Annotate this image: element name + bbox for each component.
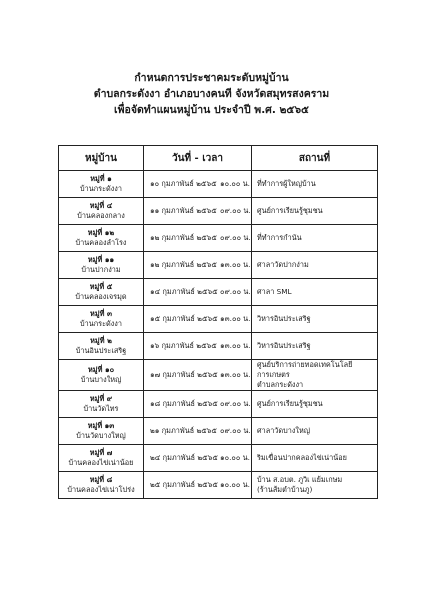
datetime-cell <box>144 171 252 198</box>
village-number: หมู่ที่ ๔ <box>89 201 113 210</box>
meeting-date: ๒๑ กุมภาพันธ์ ๒๕๖๕ <box>150 425 217 435</box>
datetime-cell <box>144 333 252 360</box>
place-cell <box>252 306 378 333</box>
village-name: บ้านคลองกลาง <box>77 211 125 220</box>
village-cell <box>59 306 144 333</box>
place-cell <box>252 360 378 391</box>
village-number: หมู่ที่ ๑ <box>90 174 112 183</box>
datetime-cell <box>144 198 252 225</box>
table-row <box>59 225 378 252</box>
village-number: หมู่ที่ ๙ <box>89 394 113 403</box>
meeting-time: ๐๙.๐๐ น. <box>220 286 251 296</box>
table-row <box>59 198 378 225</box>
meeting-date: ๑๖ กุมภาพันธ์ ๒๕๖๕ <box>150 340 217 350</box>
place-text: ศาลาวัดปากง่าม <box>257 260 309 269</box>
table-body <box>59 171 378 499</box>
village-name: บ้านคลองไข่เน่าน้อย <box>68 458 134 467</box>
meeting-time: ๑๐.๐๐ น. <box>220 479 250 489</box>
place-text: (ร้านส้มตำบ้านภู) <box>257 485 313 494</box>
place-cell <box>252 225 378 252</box>
village-number: หมู่ที่ ๒ <box>90 336 112 345</box>
table-row <box>59 445 378 472</box>
place-text: ศูนย์การเรียนรู้ชุมชน <box>257 399 323 408</box>
title-line-2: ตำบลกระดังงา อำเภอบางคนที จังหวัดสมุทรสงคราม <box>93 88 330 100</box>
table-row <box>59 360 378 391</box>
place-cell <box>252 472 378 499</box>
document-header <box>0 70 423 118</box>
table-row <box>59 472 378 499</box>
datetime-cell <box>144 252 252 279</box>
meeting-time: ๐๙.๐๐ น. <box>220 232 251 242</box>
village-cell <box>59 391 144 418</box>
meeting-time: ๑๓.๐๐ น. <box>220 313 251 323</box>
table-row <box>59 252 378 279</box>
table-row <box>59 391 378 418</box>
meeting-time: ๐๙.๐๐ น. <box>220 398 251 408</box>
meeting-date: ๑๕ กุมภาพันธ์ ๒๕๖๕ <box>150 313 218 323</box>
table-row <box>59 306 378 333</box>
village-cell <box>59 418 144 445</box>
village-name: บ้านกระดังงา <box>80 184 122 193</box>
meeting-time: ๐๙.๐๐ น. <box>220 205 251 215</box>
place-text: วิหารอินประเสริฐ <box>257 314 311 323</box>
meeting-date: ๑๘ กุมภาพันธ์ ๒๕๖๕ <box>150 398 218 408</box>
place-cell <box>252 279 378 306</box>
village-name: บ้านวัดบางใหญ่ <box>76 431 126 440</box>
place-text: ศาลาวัดบางใหญ่ <box>257 426 311 435</box>
place-cell <box>252 445 378 472</box>
meeting-time: ๑๓.๐๐ น. <box>220 259 251 269</box>
village-number: หมู่ที่ ๕ <box>89 282 113 291</box>
datetime-cell <box>144 445 252 472</box>
place-text: วิหารอินประเสริฐ <box>257 341 311 350</box>
village-name: บ้านอินประเสริฐ <box>75 346 127 355</box>
title-line-3: เพื่อจัดทำแผนหมู่บ้าน ประจำปี พ.ศ. ๒๕๖๕ <box>114 104 309 116</box>
place-text: ศาลา SML <box>257 287 292 296</box>
place-cell <box>252 391 378 418</box>
meeting-time: ๑๐.๐๐ น. <box>220 178 250 188</box>
datetime-cell <box>144 225 252 252</box>
place-cell <box>252 198 378 225</box>
village-cell <box>59 333 144 360</box>
village-name: บ้านปากง่าม <box>81 265 121 274</box>
village-cell <box>59 279 144 306</box>
village-number: หมู่ที่ ๑๐ <box>87 365 115 374</box>
title-line-1: กำหนดการประชาคมระดับหมู่บ้าน <box>134 72 289 84</box>
village-name: บ้านกระดังงา <box>80 319 122 328</box>
meeting-date: ๑๒ กุมภาพันธ์ ๒๕๖๕ <box>150 232 217 242</box>
table-header-row <box>59 146 378 171</box>
village-number: หมู่ที่ ๑๑ <box>87 255 115 264</box>
village-number: หมู่ที่ ๓ <box>90 309 112 318</box>
village-cell <box>59 225 144 252</box>
village-cell <box>59 472 144 499</box>
meeting-time: ๑๐.๐๐ น. <box>220 452 250 462</box>
village-name: บ้านคลองลำโรง <box>75 238 127 247</box>
column-header-village: หมู่บ้าน <box>59 146 144 171</box>
meeting-date: ๑๐ กุมภาพันธ์ ๒๕๖๕ <box>150 178 217 188</box>
village-cell <box>59 171 144 198</box>
table-row <box>59 171 378 198</box>
column-header-place: สถานที่ <box>252 146 378 171</box>
village-cell <box>59 252 144 279</box>
datetime-cell <box>144 360 252 391</box>
village-cell <box>59 445 144 472</box>
meeting-date: ๑๗ กุมภาพันธ์ ๒๕๖๕ <box>150 369 218 379</box>
place-cell <box>252 171 378 198</box>
village-name: บ้านวัดไทร <box>83 404 119 413</box>
table-row <box>59 333 378 360</box>
place-text: ที่ทำการกำนัน <box>257 233 302 242</box>
schedule-table <box>58 145 378 499</box>
place-text: ริมเขื่อนปากคลองไข่เน่าน้อย <box>257 453 347 462</box>
village-name: บ้านคลองเจรมุด <box>75 292 127 301</box>
table-row <box>59 418 378 445</box>
datetime-cell <box>144 306 252 333</box>
village-number: หมู่ที่ ๗ <box>89 448 113 457</box>
village-cell <box>59 360 144 391</box>
meeting-date: ๒๕ กุมภาพันธ์ ๒๕๖๕ <box>150 479 218 489</box>
village-cell <box>59 198 144 225</box>
place-text: ที่ทำการผู้ใหญ่บ้าน <box>257 179 316 188</box>
village-number: หมู่ที่ ๑๒ <box>87 228 115 237</box>
place-text: บ้าน ส.อบต. ภูวิเ แย้มเกษม <box>257 475 343 484</box>
place-text: ศูนย์การเรียนรู้ชุมชน <box>257 206 323 215</box>
datetime-cell <box>144 472 252 499</box>
meeting-time: ๐๙.๐๐ น. <box>220 425 251 435</box>
table-row <box>59 279 378 306</box>
place-text: ศูนย์บริการถ่ายทอดเทคโนโลยีการเกษตร <box>257 360 353 379</box>
place-cell <box>252 333 378 360</box>
meeting-date: ๑๑ กุมภาพันธ์ ๒๕๖๕ <box>150 205 217 215</box>
datetime-cell <box>144 279 252 306</box>
meeting-time: ๑๓.๐๐ น. <box>220 340 251 350</box>
place-text: ตำบลกระดังงา <box>257 380 304 389</box>
place-cell <box>252 252 378 279</box>
village-name: บ้านคลองไข่เน่าโปร่ง <box>67 485 135 494</box>
datetime-cell <box>144 418 252 445</box>
place-cell <box>252 418 378 445</box>
meeting-time: ๑๓.๐๐ น. <box>220 369 251 379</box>
column-header-datetime: วันที่ - เวลา <box>144 146 252 171</box>
meeting-date: ๑๔ กุมภาพันธ์ ๒๕๖๕ <box>150 286 218 296</box>
village-name: บ้านบางใหญ่ <box>80 375 122 384</box>
village-number: หมู่ที่ ๑๓ <box>87 421 115 430</box>
meeting-date: ๑๒ กุมภาพันธ์ ๒๕๖๕ <box>150 259 217 269</box>
datetime-cell <box>144 391 252 418</box>
meeting-date: ๒๔ กุมภาพันธ์ ๒๕๖๕ <box>150 452 218 462</box>
village-number: หมู่ที่ ๘ <box>89 475 113 484</box>
